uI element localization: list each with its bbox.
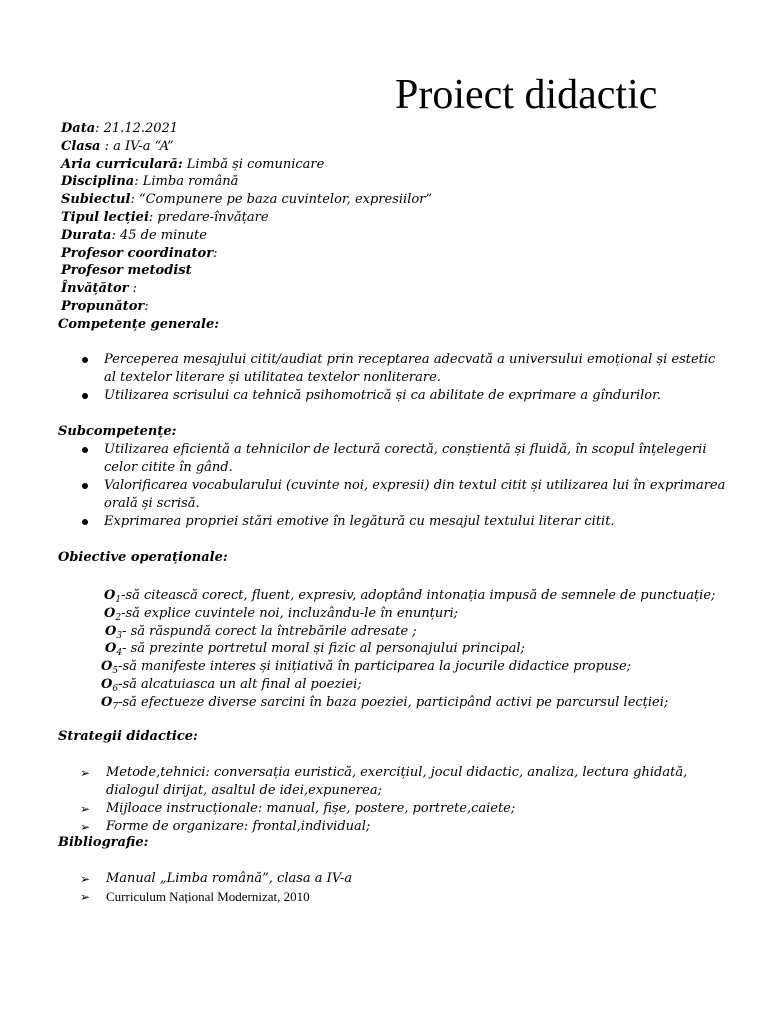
lesson-meta (61, 120, 741, 316)
list-item (78, 513, 728, 531)
meta-label: Disciplina (61, 174, 135, 190)
meta-value: 21.12.2021 (103, 121, 179, 136)
meta-row-subiectul (61, 191, 741, 209)
objective-text: -să manifeste interes și inițiativă în participarea la jocurile didactice propuse; (118, 659, 632, 675)
list-item (80, 764, 730, 800)
list-item (78, 387, 728, 405)
list-item (100, 658, 740, 676)
objective-text: -să alcatuiasca un alt final al poeziei; (118, 676, 362, 692)
competente-heading: Competențe generale: (58, 317, 220, 332)
bullet-dot-icon (82, 447, 88, 453)
meta-sep: : (144, 298, 149, 314)
list-item-text: Perceperea mesajului citit/audiat prin receptarea adecvată a universului emoțional și estetic al textelor literare și utilitatea textelor nonliterare. (104, 352, 716, 385)
list-item-text: Utilizarea scrisului ca tehnică psihomotrică și ca abilitate de exprimare a gîndurilor. (104, 388, 662, 403)
bullet-dot-icon (82, 357, 88, 363)
objective-text: - să răspundă corect la întrebările adresate ; (122, 623, 417, 639)
list-item (100, 694, 740, 712)
bullet-dot-icon (82, 483, 88, 489)
objective-index: 5 (112, 666, 119, 677)
list-item-text: Curriculum Național Modernizat, 2010 (106, 889, 310, 904)
meta-row-metodist (61, 262, 741, 280)
meta-value: “Compunere pe baza cuvintelor, expresiilor” (138, 192, 433, 208)
subcompetente-heading: Subcompetențe: (58, 424, 177, 439)
meta-value: a IV-a “A” (113, 138, 174, 154)
objective-text: -să citească corect, fluent, expresiv, adoptând intonația impusă de semnele de punctuație; (121, 588, 716, 603)
meta-label: Durata (61, 227, 112, 243)
bibliografie-heading: Bibliografie: (58, 835, 149, 850)
obiective-heading: Obiective operaționale: (58, 550, 228, 565)
meta-sep: : (128, 281, 137, 297)
meta-row-durata (61, 227, 741, 245)
subcompetente-list (78, 441, 728, 531)
meta-label: Învățător (61, 281, 129, 297)
bullet-dot-icon (82, 393, 88, 399)
list-item (78, 477, 728, 513)
bullet-dot-icon (82, 519, 88, 525)
objective-code: O (101, 694, 113, 710)
list-item (100, 640, 740, 658)
meta-sep: : (100, 138, 114, 154)
objective-index: 6 (112, 683, 119, 694)
document-title: Proiect didactic (395, 72, 658, 118)
meta-value: predare-învățare (157, 209, 269, 225)
list-item-text: Utilizarea eficientă a tehnicilor de lectură corectă, conștientă și fluidă, în scopul înțelegerii celor citite în gând. (104, 442, 707, 475)
objective-text: -să explice cuvintele noi, incluzându-le în enunțuri; (121, 605, 459, 621)
bibliografie-list (80, 870, 730, 906)
list-item (100, 676, 740, 694)
meta-label: Profesor metodist (61, 263, 192, 279)
objective-index: 1 (115, 595, 122, 605)
meta-label: Subiectul (61, 192, 131, 208)
list-item (80, 800, 730, 818)
objective-code: O (104, 588, 116, 603)
list-item (100, 623, 740, 641)
strategii-heading: Strategii didactice: (58, 729, 198, 744)
objective-text: -să efectueze diverse sarcini în baza poeziei, participând activi pe parcursul lecției; (118, 694, 669, 710)
arrow-bullet-icon: ➢ (80, 890, 91, 904)
list-item (80, 888, 730, 906)
meta-label: Propunător (61, 298, 145, 314)
meta-row-invatator (61, 280, 741, 298)
list-item (100, 587, 740, 605)
meta-row-data (61, 120, 741, 138)
list-item (80, 818, 730, 836)
meta-row-aria (61, 156, 741, 174)
objective-index: 4 (116, 648, 123, 659)
meta-sep: : (95, 121, 104, 136)
meta-label: Data (61, 121, 96, 136)
objective-code: O (101, 676, 113, 692)
objective-code: O (105, 641, 117, 657)
list-item (80, 870, 730, 888)
objective-index: 2 (115, 612, 122, 623)
list-item-text: Forme de organizare: frontal,individual; (106, 819, 371, 834)
meta-row-tipul (61, 209, 741, 227)
competente-list (78, 351, 728, 405)
meta-value: Limbă și comunicare (186, 156, 325, 172)
meta-value: 45 de minute (119, 227, 207, 243)
objective-index: 3 (116, 630, 123, 641)
meta-label: Tipul lecției (61, 209, 149, 225)
list-item-text: Metode,tehnici: conversația euristică, exercițiul, jocul didactic, analiza, lectura ghidată, dialogul dirijat, asaltul de idei,expunerea; (106, 765, 688, 798)
meta-label: Aria curriculară: (61, 156, 183, 172)
meta-label: Clasa (61, 138, 101, 154)
meta-label: Profesor coordinator (61, 245, 214, 261)
objective-code: O (105, 623, 117, 639)
objective-text: - să prezinte portretul moral și fizic al personajului principal; (122, 641, 525, 657)
objective-code: O (104, 605, 116, 621)
meta-row-clasa (61, 138, 741, 156)
meta-sep: : (213, 245, 218, 261)
arrow-bullet-icon: ➢ (80, 820, 91, 834)
objective-index: 7 (112, 701, 119, 712)
list-item (78, 441, 728, 477)
meta-sep: : (134, 174, 143, 190)
arrow-bullet-icon: ➢ (80, 802, 91, 816)
list-item-text: Valorificarea vocabularului (cuvinte noi, expresii) din textul citit și utilizarea lui în exprimarea orală și scrisă. (104, 478, 726, 511)
meta-sep: : (130, 192, 139, 208)
meta-sep: : (148, 209, 158, 225)
list-item (100, 605, 740, 623)
arrow-bullet-icon: ➢ (80, 766, 91, 780)
obiective-list (100, 587, 740, 712)
meta-value: Limba română (142, 174, 239, 190)
meta-row-coordinator (61, 245, 741, 263)
list-item-text: Exprimarea propriei stări emotive în legătură cu mesajul textului literar citit. (104, 514, 615, 529)
objective-code: O (101, 659, 113, 675)
arrow-bullet-icon: ➢ (80, 872, 91, 886)
meta-row-disciplina (61, 173, 741, 191)
list-item-text: Mijloace instrucționale: manual, fișe, postere, portrete,caiete; (106, 801, 516, 816)
meta-sep: : (111, 227, 120, 243)
list-item-text: Manual „Limba română”, clasa a IV-a (106, 871, 353, 886)
strategii-list (80, 764, 730, 836)
list-item (78, 351, 728, 387)
meta-row-propunator (61, 298, 741, 316)
